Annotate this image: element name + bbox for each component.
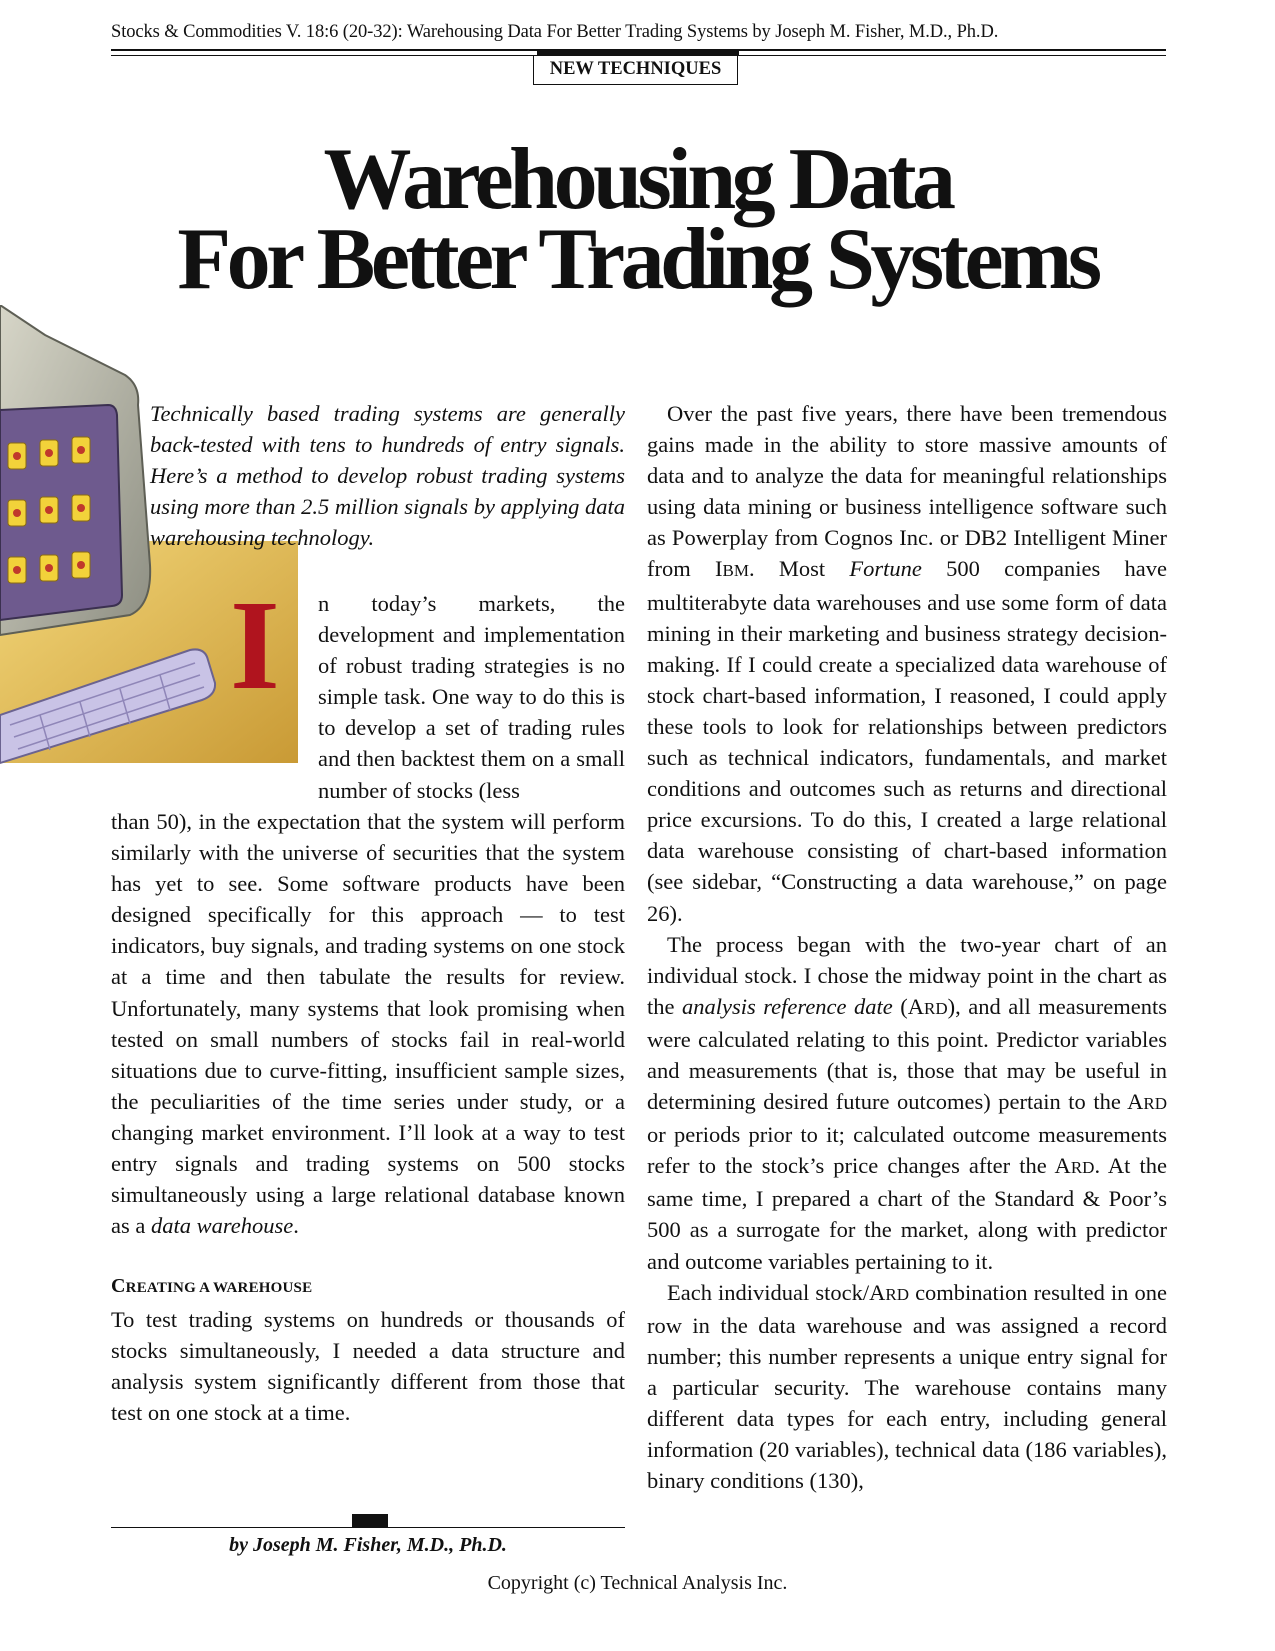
intro-continued (111, 806, 625, 1241)
article-deck (150, 398, 625, 553)
byline: by Joseph M. Fisher, M.D., Ph.D. (229, 1534, 507, 1556)
right-p2-text-d: or periods prior to it; calculated outcome measurements refer to the stock’s price changes after the A (647, 1122, 1167, 1179)
article-title (0, 131, 1275, 308)
right-para-1 (647, 398, 1167, 929)
right-p3-text: Each individual stock/A (667, 1279, 886, 1305)
intro-wrap-para: n today’s markets, the development and implementation of robust trading strategies is no simple task. One way to do this is to develop a set of trading rules and then backtest them on a small number of stocks (less (318, 591, 625, 803)
section-para: To test trading systems on hundreds or thousands of stocks simultaneously, I needed a data structure and analysis system significantly different from those that test on one stock at a time. (111, 1307, 625, 1426)
section-tag: NEW TECHNIQUES (533, 55, 738, 85)
running-head: Stocks & Commodities V. 18:6 (20-32): Warehousing Data For Better Trading Systems by Joseph M. Fisher, M.D., Ph.D. (111, 22, 999, 42)
intro-text: than 50), in the expectation that the system will perform similarly with the universe of securities that the system has yet to see. Some software products have been designed specifically for this approach — to test indicators, buy signals, and trading systems on one stock at a time and then tabulate the results for review. Unfortunately, many systems that look promising when tested on small numbers of stocks fail in real-world situations due to curve-fitting, insufficient sample sizes, the peculiarities of the time series under study, or a changing market environment. I’ll look at a way to test entry signals and trading systems on 500 stocks simultaneously using a large relational database known as a (111, 809, 625, 1239)
right-p1-text-c: 500 companies have multiterabyte data warehouses and use some form of data mining in their marketing and business strategy decision-making. If I could create a specialized data warehouse of stock chart-based information, I reasoned, I could apply these tools to look for relationships between predictors such as technical indicators, fundamentals, and market conditions and outcomes such as returns and directional price excursions. To do this, I created a large relational data warehouse consisting of chart-based information (see sidebar, “Constructing a data warehouse,” on page 26). (647, 556, 1167, 926)
right-p1-text: Over the past five years, there have been tremendous gains made in the ability to store massive amounts of data and to analyze the data for meaningful relationships using data mining or business intelligence software such as Powerplay from Cognos Inc. or DB2 Intelligent Miner from I (647, 401, 1167, 582)
ard-sc-4: RD (885, 1284, 909, 1304)
deck-text: Technically based trading systems are generally back-tested with tens to hundreds of entry signals. Here’s a method to develop robust trading systems using more than 2.5 million signals by applying data warehousing technology. (150, 401, 625, 551)
ard-sc-1: RD (924, 998, 948, 1018)
ard-term: analysis reference date (682, 993, 893, 1019)
right-p2-text: The process began with the two-year chart of an individual stock. I chose the midway point in the chart as the (647, 931, 1167, 1019)
right-p1-text-b: . Most (748, 556, 850, 582)
right-p2-text-c: ), and all measurements were calculated relating to this point. Predictor variables and measurements (that is, those that may be useful in determining desired future outcomes) pertain to the A (647, 993, 1167, 1115)
ibm-small-caps: BM (722, 561, 749, 581)
right-p2-text-b: (A (892, 993, 925, 1019)
right-p2-text-e: . At the same time, I prepared a chart of the Standard & Poor’s 500 as a surrogate for the market, along with predictor and outcome variables pertaining to it. (647, 1153, 1167, 1274)
intro-continued-para (111, 806, 625, 1241)
copyright: Copyright (c) Technical Analysis Inc. (487, 1572, 788, 1594)
intro-end: . (293, 1213, 299, 1239)
ard-sc-2: RD (1143, 1094, 1167, 1114)
section-subhead (111, 1275, 312, 1298)
subhead-rest: REATING A WAREHOUSE (125, 1280, 313, 1296)
title-line-1: Warehousing Data (323, 131, 952, 228)
right-para-2 (647, 929, 1167, 1277)
byline-tab (352, 1514, 388, 1528)
title-line-2: For Better Trading Systems (177, 211, 1098, 308)
right-p3-text-b: combination resulted in one row in the data warehouse and was assigned a record number; this number represents a unique entry signal for a particular security. The warehouse contains many different data types for each entry, including general information (20 variables), technical data (186 variables), binary conditions (130), (647, 1279, 1167, 1494)
right-column (647, 398, 1167, 1496)
intro-wrap-text (318, 588, 625, 806)
drop-cap: I (230, 574, 280, 716)
intro-italic-term: data warehouse (150, 1213, 294, 1239)
subhead-cap: C (111, 1275, 126, 1297)
right-para-3 (647, 1277, 1167, 1497)
fortune-italic: Fortune (849, 556, 922, 582)
section-body (111, 1304, 625, 1428)
ard-sc-3: RD (1070, 1158, 1095, 1178)
